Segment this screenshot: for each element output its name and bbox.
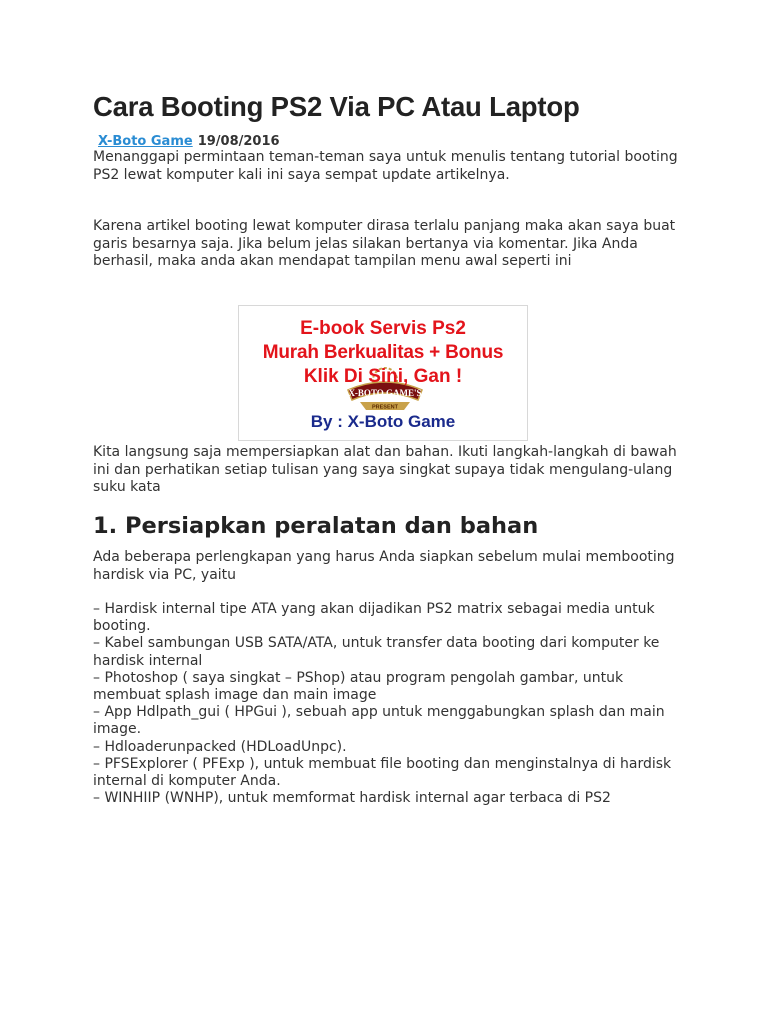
list-item: – Hardisk internal tipe ATA yang akan dijadikan PS2 matrix sebagai media untuk booting. (93, 601, 655, 635)
third-paragraph: Kita langsung saja mempersiapkan alat dan bahan. Ikuti langkah-langkah di bawah ini dan perhatikan setiap tulisan yang saya singkat supaya tidak mengulang-ulang suku kata (93, 444, 677, 495)
list-item: – PFSExplorer ( PFExp ), untuk membuat file booting dan menginstalnya di hardisk internal di komputer Anda. (93, 755, 672, 790)
badge-text: X-BOTO GAME'S (348, 388, 422, 398)
intro-paragraph: Menanggapi permintaan teman-teman saya untuk menulis tentang tutorial booting PS2 lewat komputer kali ini saya sempat update artikelnya. (93, 149, 678, 183)
list-item: – Photoshop ( saya singkat – PShop) atau program pengolah gambar, untuk membuat splash image dan main image (93, 669, 624, 704)
section-heading: 1. Persiapkan peralatan dan bahan (93, 513, 539, 539)
section-intro: Ada beberapa perlengkapan yang harus Anda siapkan sebelum mulai membooting hardisk via PC, yaitu (93, 549, 675, 583)
banner-headline-1: E-book Servis Ps2 (300, 318, 466, 339)
banner-byline: By : X-Boto Game (310, 412, 456, 431)
article-title: Cara Booting PS2 Via PC Atau Laptop (93, 91, 580, 122)
badge-subtext: PRESENT (372, 404, 398, 411)
list-item: – WINHIIP (WNHP), untuk memformat hardisk internal agar terbaca di PS2 (93, 790, 611, 807)
banner-headline-3: Klik Di Sini, Gan ! (303, 366, 463, 387)
publish-date: 19/08/2016 (197, 134, 280, 149)
article-meta (98, 133, 280, 150)
ebook-promo-banner[interactable] (238, 305, 528, 441)
equipment-list (93, 601, 688, 807)
second-paragraph: Karena artikel booting lewat komputer dirasa terlalu panjang maka akan saya buat garis besarnya saja. Jika belum jelas silakan bertanya via komentar. Jika Anda berhasil, maka anda akan mendapat tampilan menu awal seperti ini (93, 218, 676, 269)
list-item: – Kabel sambungan USB SATA/ATA, untuk transfer data booting dari komputer ke hardisk internal (93, 635, 660, 669)
author-link[interactable]: X-Boto Game (98, 134, 193, 149)
list-item: – Hdloaderunpacked (HDLoadUnpc). (93, 738, 347, 755)
banner-headline-2: Murah Berkualitas + Bonus (262, 342, 504, 363)
list-item: – App Hdlpath_gui ( HPGui ), sebuah app untuk menggabungkan splash dan main image. (93, 704, 665, 738)
